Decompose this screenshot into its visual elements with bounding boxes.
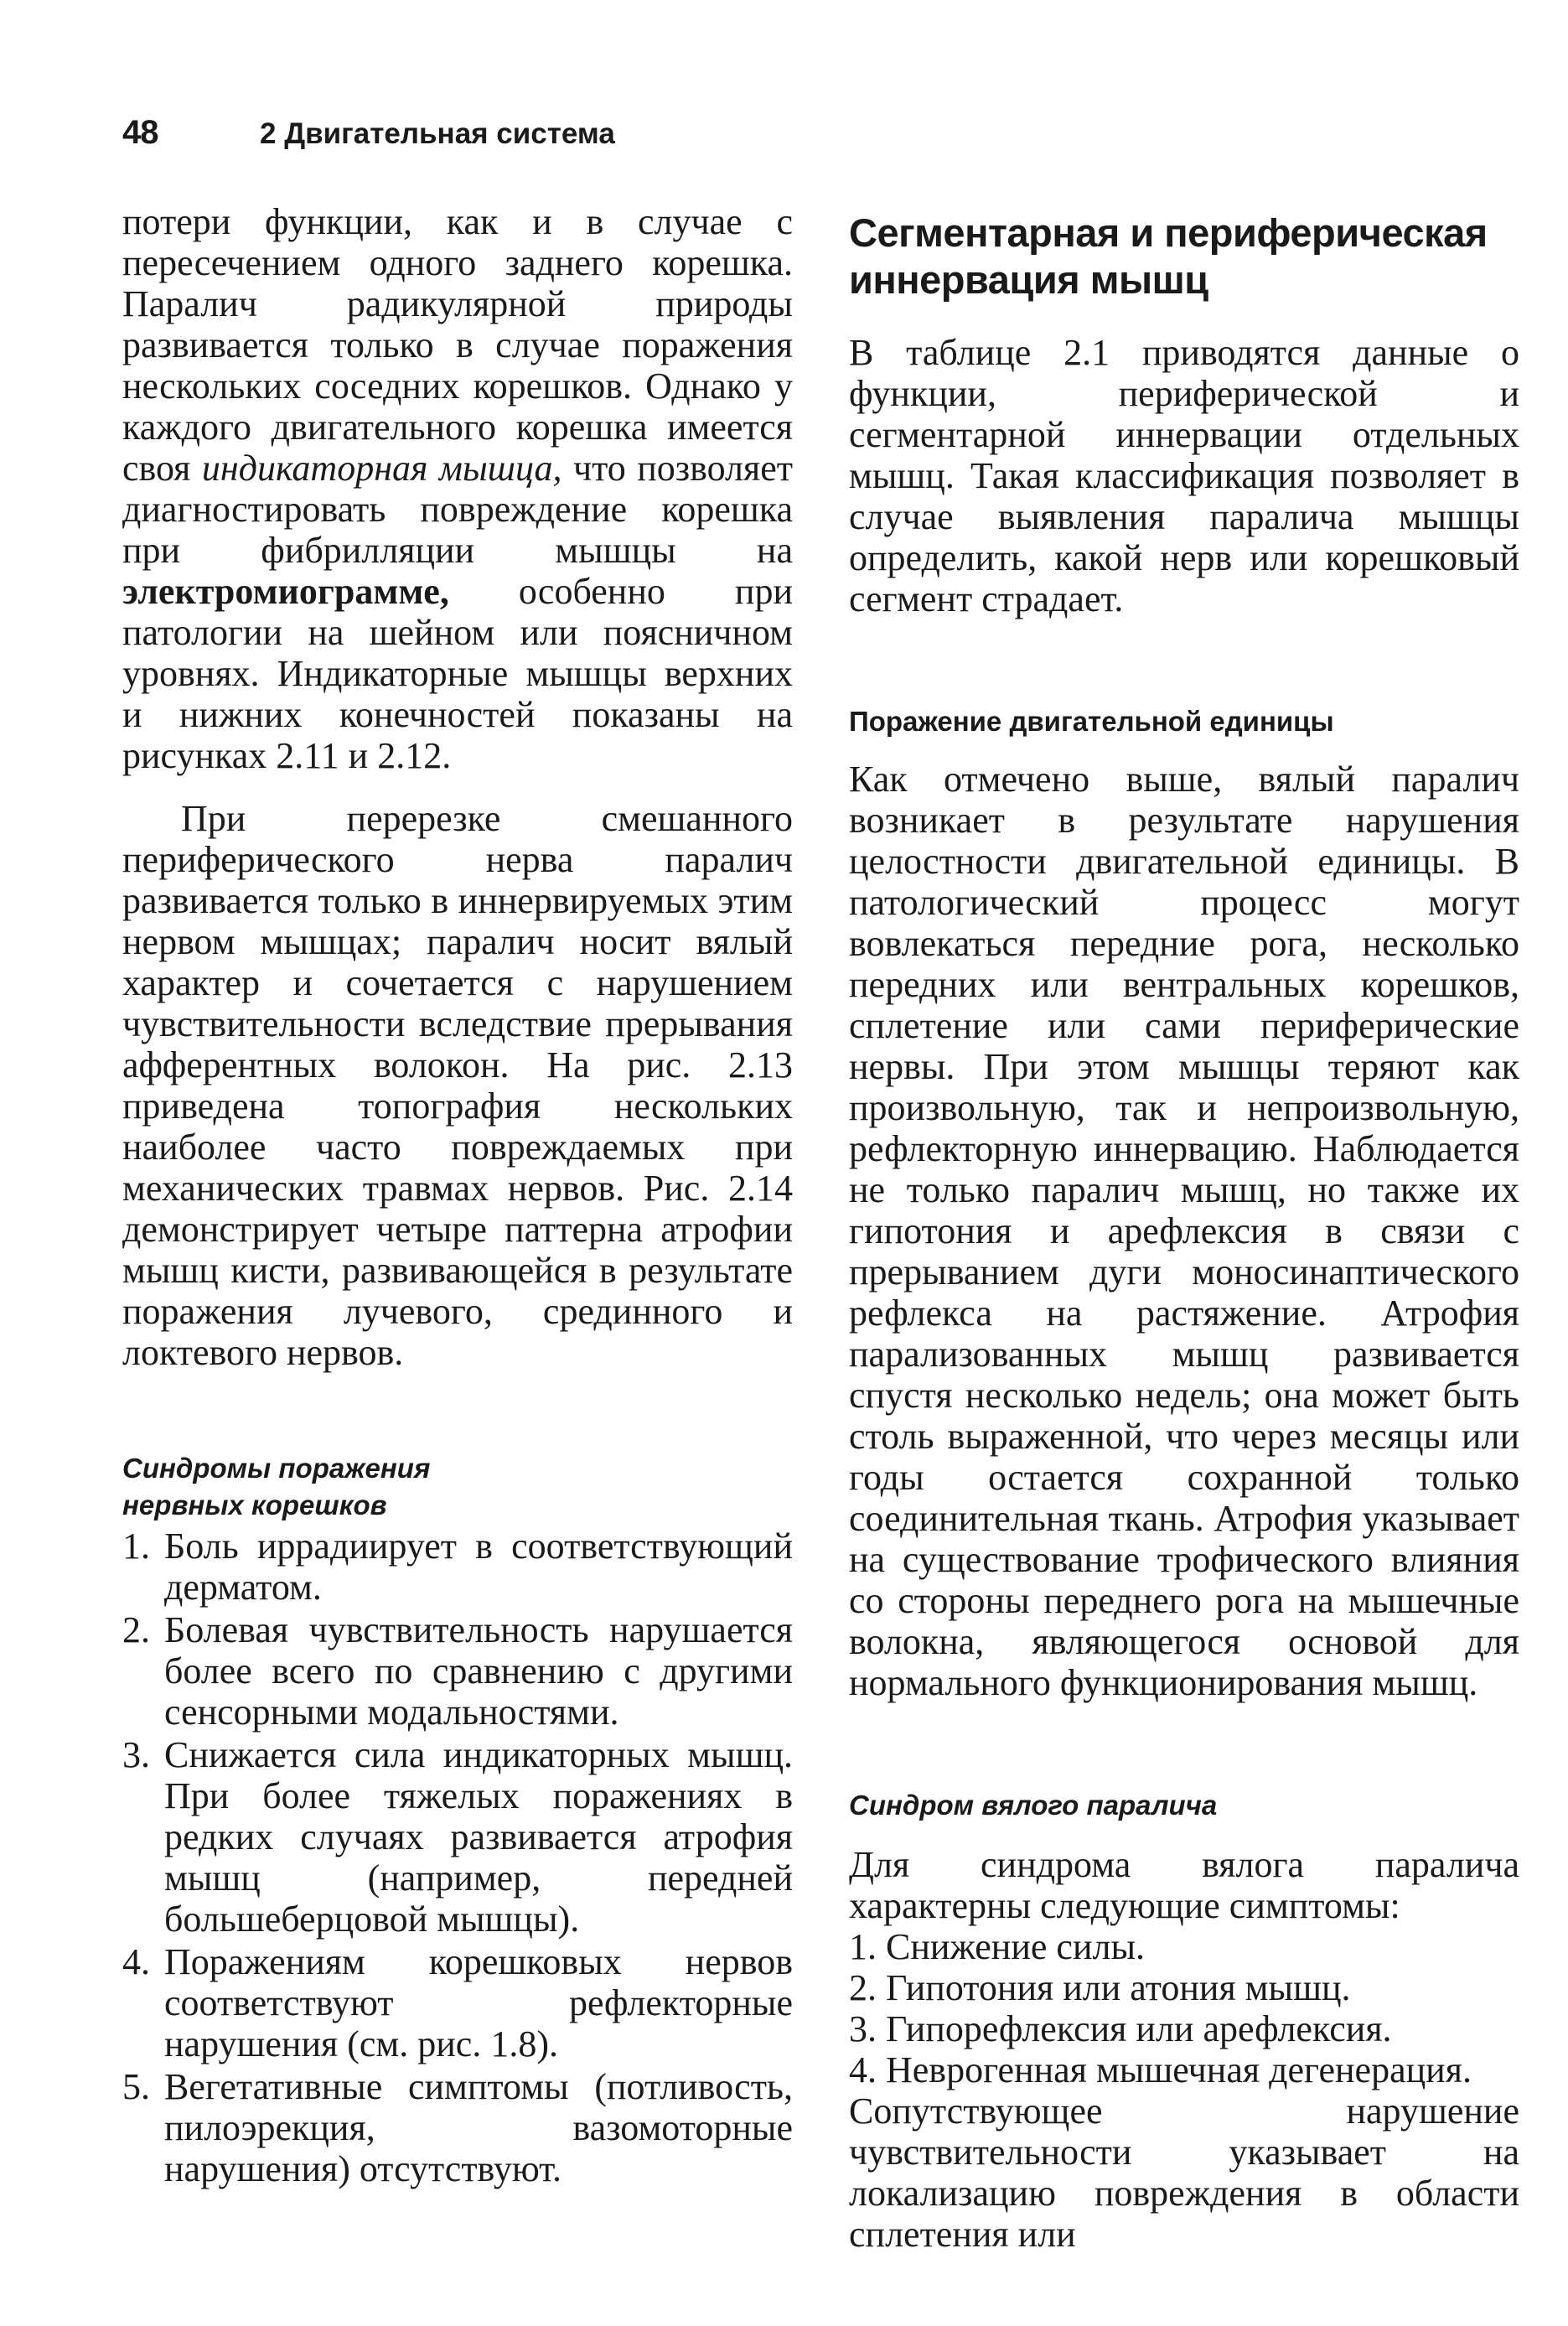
list-item: 5. Вегетативные симптомы (потливость, пилоэрекция, вазомоторные нарушения) отсутствуют. bbox=[122, 2066, 793, 2189]
root-syndrome-list bbox=[122, 1526, 793, 2189]
paragraph-peripheral-nerve: При перерезке смешанного периферического нерва паралич развивается только в иннервируемых этим нервом мышцах; паралич носит вялый характер и сочетается с нарушением чувствительности вследствие прерывания афферентных волокон. На рис. 2.13 приведена топография нескольких наиболее часто повреждаемых при механических травмах нервов. Рис. 2.14 демонстрирует четыре паттерна атрофии мышц кисти, развивающейся в результате поражения лучевого, срединного и локтевого нервов. bbox=[122, 798, 793, 1373]
emphasis-indicator-muscle: индикаторная мышца, bbox=[201, 448, 562, 489]
subheading-root-syndromes: Синдромы поражения нервных корешков bbox=[122, 1453, 431, 1520]
subheading-motor-unit: Поражение двигательной единицы bbox=[849, 706, 1334, 737]
list-item: 4. Поражениям корешковых нервов соответствуют рефлекторные нарушения (см. рис. 1.8). bbox=[122, 1941, 793, 2064]
paragraph-table-intro: В таблице 2.1 приводятся данные о функции, периферической и сегментарной иннервации отдельных мышц. Такая классификация позволяет в случае выявления паралича мышцы определить, какой нерв или корешковый сегмент страдает. bbox=[849, 332, 1519, 619]
running-head: 2 Двигательная система bbox=[260, 117, 615, 150]
paragraph-motor-unit: Как отмечено выше, вялый паралич возникает в результате нарушения целостности двигательной единицы. В патологический процесс могут вовлекаться передние рога, несколько передних или вентральных корешков, сплетение или сами периферические нервы. При этом мышцы теряют как произвольную, так и непроизвольную, рефлекторную иннервацию. Наблюдается не только паралич мышц, но также их гипотония и арефлексия в связи с прерыванием дуги моносинаптического рефлекса на растяжение. Атрофия парализованных мышц развивается спустя несколько недель; она может быть столь выраженной, что через месяцы или годы остается сохранной только соединительная ткань. Атрофия указывает на существование трофического влияния со стороны переднего рога на мышечные волокна, являющегося основой для нормального функционирования мышц. bbox=[849, 759, 1519, 1703]
list-item: 1. Снижение силы. bbox=[849, 1926, 1146, 1967]
flaccid-symptom-list bbox=[849, 1844, 1519, 2255]
section-title: Сегментарная и периферическая иннервация мышц bbox=[849, 210, 1488, 302]
list-item: 4. Неврогенная мышечная дегенерация. bbox=[849, 2049, 1472, 2090]
page-number: 48 bbox=[122, 114, 158, 151]
list-item: 3. Снижается сила индикаторных мышц. При более тяжелых поражениях в редких случаях развивается атрофия мышц (например, передней большеберцовой мышцы). bbox=[122, 1734, 793, 1940]
right-column bbox=[849, 210, 1519, 2255]
paragraph-root-lesions: потери функции, как и в случае с пересечением одного заднего корешка. Паралич радикулярной природы развивается только в случае поражения нескольких соседних корешков. Однако у каждого двигательного корешка имеется своя индикаторная мышца, что позволяет диагностировать повреждение корешка при фибрилляции мышцы на электромиограмме, особенно при патологии на шейном или поясничном уровнях. Индикаторные мышцы верхних и нижних конечностей показаны на рисунках 2.11 и 2.12. bbox=[122, 201, 793, 776]
list-item: 2. Гипотония или атония мышц. bbox=[849, 1967, 1351, 2008]
list-item: 2. Болевая чувствительность нарушается более всего по сравнению с другими сенсорными модальностями. bbox=[122, 1609, 793, 1733]
list-item: 1. Боль иррадиирует в соответствующий дерматом. bbox=[122, 1526, 793, 1608]
subheading-flaccid-paralysis: Синдром вялого паралича bbox=[849, 1790, 1218, 1821]
paragraph-flaccid-intro: Для синдрома вялога паралича характерны следующие симптомы: bbox=[849, 1844, 1519, 1926]
paragraph-sensory: Сопутствующее нарушение чувствительности указывает на локализацию повреждения в области сплетения или bbox=[849, 2090, 1519, 2255]
emphasis-emg: электромиограмме, bbox=[122, 571, 449, 612]
list-item: 3. Гипорефлексия или арефлексия. bbox=[849, 2008, 1392, 2049]
left-column bbox=[122, 201, 793, 2189]
